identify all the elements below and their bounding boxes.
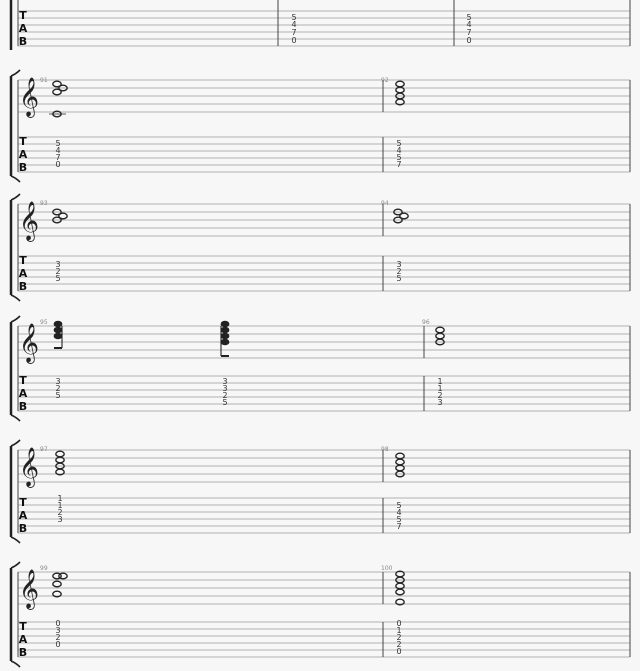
tab-fret: 5	[396, 153, 402, 162]
measure-number: 98	[381, 446, 389, 453]
tab-staff-lines	[18, 498, 630, 533]
bracket-bottom-hook	[11, 295, 20, 301]
tab-clef-b: B	[18, 161, 28, 174]
tab-clef-t: T	[19, 374, 27, 387]
tab-fret: 1	[437, 384, 443, 393]
tab-clef-t: T	[19, 254, 27, 267]
tab-fret: 1	[396, 626, 402, 635]
bracket-top-hook	[11, 194, 20, 200]
bracket-bottom-hook	[11, 176, 20, 182]
tab-clef-b: B	[18, 522, 28, 535]
tab-clef-b: B	[18, 35, 28, 48]
measure-number: 95	[40, 319, 48, 326]
tab-fret: 4	[396, 146, 402, 155]
treble-clef-icon: 𝄞	[19, 77, 40, 117]
tab-staff-lines	[18, 256, 630, 291]
system-95-96	[11, 316, 630, 421]
tab-clef-t: T	[19, 620, 27, 633]
bracket-bottom-hook	[11, 661, 20, 667]
tab-staff-lines	[18, 622, 630, 657]
tab-clef-a: A	[18, 22, 28, 35]
tab-fret: 2	[396, 640, 402, 649]
tab-fret: 7	[396, 160, 402, 169]
tab-fret: 5	[55, 139, 61, 148]
tab-fret: 1	[57, 494, 63, 503]
bracket-top-hook	[11, 316, 20, 322]
tab-fret: 5	[291, 13, 297, 22]
tab-clef-t: T	[19, 496, 27, 509]
bracket-top-hook	[11, 562, 20, 568]
tab-fret: 5	[396, 501, 402, 510]
tab-fret: 4	[396, 508, 402, 517]
system-partial-top	[11, 0, 630, 50]
treble-clef-icon: 𝄞	[19, 447, 40, 487]
tab-fret: 4	[55, 146, 61, 155]
tab-fret: 3	[55, 377, 61, 386]
tab-fret: 3	[222, 377, 228, 386]
tab-fret: 3	[57, 515, 63, 524]
tab-fret: 2	[222, 391, 228, 400]
tab-clef-a: A	[18, 267, 28, 280]
tab-fret: 7	[466, 28, 472, 37]
measure-number: 93	[40, 200, 48, 207]
tab-fret: 0	[55, 640, 61, 649]
tab-fret: 5	[396, 139, 402, 148]
tab-fret: 2	[396, 633, 402, 642]
tab-fret: 0	[55, 619, 61, 628]
system-99-100	[11, 562, 630, 667]
measure-number: 100	[381, 565, 393, 572]
tab-fret: 0	[396, 619, 402, 628]
tab-fret: 3	[437, 398, 443, 407]
tab-fret: 2	[55, 384, 61, 393]
tab-fret: 5	[222, 398, 228, 407]
tab-fret: 7	[55, 153, 61, 162]
tab-fret: 3	[55, 626, 61, 635]
standard-staff-lines	[18, 80, 630, 112]
tab-fret: 7	[396, 522, 402, 531]
tab-clef-a: A	[18, 148, 28, 161]
tab-fret: 3	[222, 384, 228, 393]
tab-clef-a: A	[18, 509, 28, 522]
tab-fret: 1	[57, 501, 63, 510]
tab-fret: 5	[466, 13, 472, 22]
bracket-top-hook	[11, 70, 20, 76]
measure-number: 92	[381, 77, 389, 84]
tab-fret: 2	[396, 267, 402, 276]
tab-clef-a: A	[18, 633, 28, 646]
system-93-94	[11, 194, 630, 301]
system-91-92	[11, 70, 630, 182]
tab-fret: 5	[396, 515, 402, 524]
measure-number: 97	[40, 446, 48, 453]
tab-fret: 0	[466, 36, 472, 45]
tab-clef-b: B	[18, 646, 28, 659]
chord-notes	[54, 321, 229, 356]
chord-notes	[53, 209, 408, 223]
tab-fret: 0	[396, 647, 402, 656]
tab-clef-b: B	[18, 280, 28, 293]
bracket-bottom-hook	[11, 415, 20, 421]
treble-clef-icon: 𝄞	[19, 201, 40, 241]
measure-number: 94	[381, 200, 389, 207]
tab-fret: 5	[55, 274, 61, 283]
measure-number: 96	[422, 319, 430, 326]
tab-fret: 2	[55, 633, 61, 642]
measure-number: 99	[40, 565, 48, 572]
tab-clef-t: T	[19, 135, 27, 148]
tab-fret: 0	[291, 36, 297, 45]
tab-clef-a: A	[18, 387, 28, 400]
tab-fret: 5	[55, 391, 61, 400]
tab-clef-b: B	[18, 400, 28, 413]
tab-fret: 3	[396, 260, 402, 269]
tab-fret: 7	[291, 28, 297, 37]
tab-fret: 3	[55, 260, 61, 269]
tab-fret: 1	[437, 377, 443, 386]
treble-clef-icon: 𝄞	[19, 569, 40, 609]
standard-staff-lines	[18, 204, 630, 236]
chord-notes	[56, 451, 404, 477]
tab-fret: 2	[57, 508, 63, 517]
tab-staff-lines	[18, 376, 630, 411]
bracket-top-hook	[11, 440, 20, 446]
measure-number: 91	[40, 77, 48, 84]
tab-fret: 2	[437, 391, 443, 400]
treble-clef-icon: 𝄞	[19, 323, 40, 363]
standard-staff-lines	[18, 450, 630, 482]
tab-staff-lines	[18, 11, 630, 46]
bracket-bottom-hook	[11, 537, 20, 543]
tab-fret: 0	[55, 160, 61, 169]
tab-fret: 4	[466, 20, 472, 29]
tab-fret: 4	[291, 20, 297, 29]
standard-staff-lines	[18, 326, 630, 358]
tab-fret: 5	[396, 274, 402, 283]
chord-notes	[49, 81, 404, 117]
tab-clef-t: T	[19, 9, 27, 22]
tab-fret: 2	[55, 267, 61, 276]
tab-staff-lines	[18, 137, 630, 172]
standard-staff-lines	[18, 572, 630, 604]
system-97-98	[11, 440, 630, 543]
